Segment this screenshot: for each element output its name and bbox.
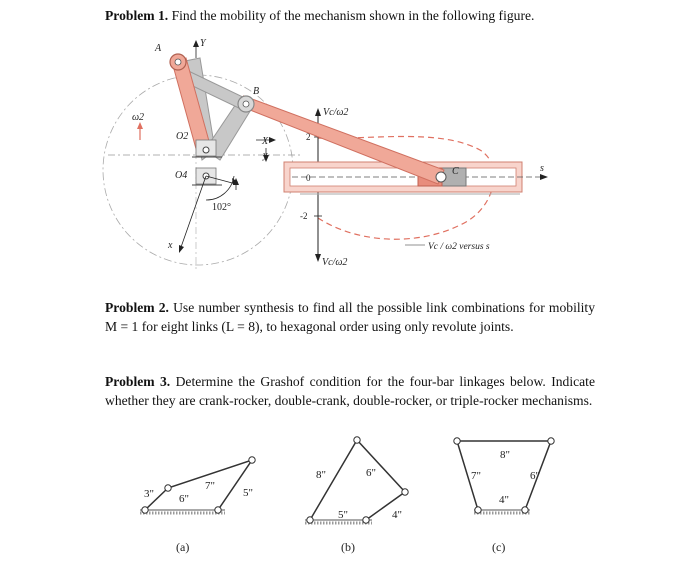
problem-3-statement [105, 372, 595, 410]
linkage-b-len-1: 8" [316, 469, 326, 481]
label-c: C [452, 166, 459, 177]
x-axis-rotated-arrow [179, 245, 184, 253]
linkage-c-caption: (c) [492, 540, 506, 554]
label-tick-0: 0 [306, 173, 311, 183]
label-tick-neg2: -2 [300, 211, 308, 221]
problem-3-text: Determine the Grashof condition for the four-bar linkages below. Indicate whether they are crank-rocker, double-crank, double-rocker, or triple-rocker mechanisms. [105, 374, 595, 408]
y-axis-arrow [193, 40, 199, 47]
joint-b-pin [243, 101, 249, 107]
x-axis-horizontal-arrow [269, 137, 276, 143]
x-axis-rotated [180, 176, 206, 250]
linkage-a-len-4: 5" [243, 487, 253, 499]
problem-2-label: Problem 2. [105, 300, 169, 315]
linkage-b-len-3: 5" [338, 509, 348, 521]
label-o4: O4 [175, 170, 188, 181]
problem-2-text: Use number synthesis to find all the possible link combinations for mobility M = 1 for eight links (L = 8), to hexagonal order using only revolute joints. [105, 300, 595, 334]
velocity-axis-arrow-down [315, 254, 321, 262]
linkage-c-len-4: 4" [499, 494, 509, 506]
linkage-a-len-2: 6" [179, 493, 189, 505]
label-a: A [155, 43, 162, 54]
linkage-a-len-1: 3" [144, 488, 154, 500]
problem-1-label: Problem 1. [105, 8, 169, 23]
omega-arrow-head [137, 122, 143, 129]
problem-1-text: Find the mobility of the mechanism shown in the following figure. [168, 8, 535, 23]
label-omega: ω2 [132, 112, 145, 123]
linkage-c-len-3: 6" [530, 470, 540, 482]
linkage-b-len-4: 4" [392, 509, 402, 521]
linkage-b-len-2: 6" [366, 467, 376, 479]
label-curve: Vc / ω2 versus s [428, 242, 490, 252]
velocity-axis-arrow-up [315, 108, 321, 116]
linkage-c-len-2: 7" [471, 470, 481, 482]
label-angle: 102° [212, 202, 231, 213]
label-vel-top: Vc/ω2 [323, 107, 349, 118]
problem-3-label: Problem 3. [105, 374, 171, 389]
label-b: B [253, 86, 260, 97]
label-x-axis: X [262, 136, 269, 147]
s-axis-arrow [540, 174, 548, 180]
joint-o2 [203, 147, 209, 153]
label-x-lower: x [168, 240, 173, 251]
linkage-c-len-1: 8" [500, 449, 510, 461]
problem-2-statement [105, 298, 595, 336]
joint-c [436, 172, 446, 182]
joint-a-pin [175, 59, 181, 65]
label-tick-2: 2 [306, 132, 311, 142]
label-vel-bottom: Vc/ω2 [322, 257, 348, 268]
linkage-a-caption: (a) [176, 540, 190, 554]
label-y-axis: Y [200, 38, 206, 49]
linkage-b-caption: (b) [341, 540, 355, 554]
label-y-lower: y [263, 150, 268, 161]
linkage-a-len-3: 7" [205, 480, 215, 492]
label-s: s [540, 163, 544, 174]
label-o2: O2 [176, 131, 189, 142]
